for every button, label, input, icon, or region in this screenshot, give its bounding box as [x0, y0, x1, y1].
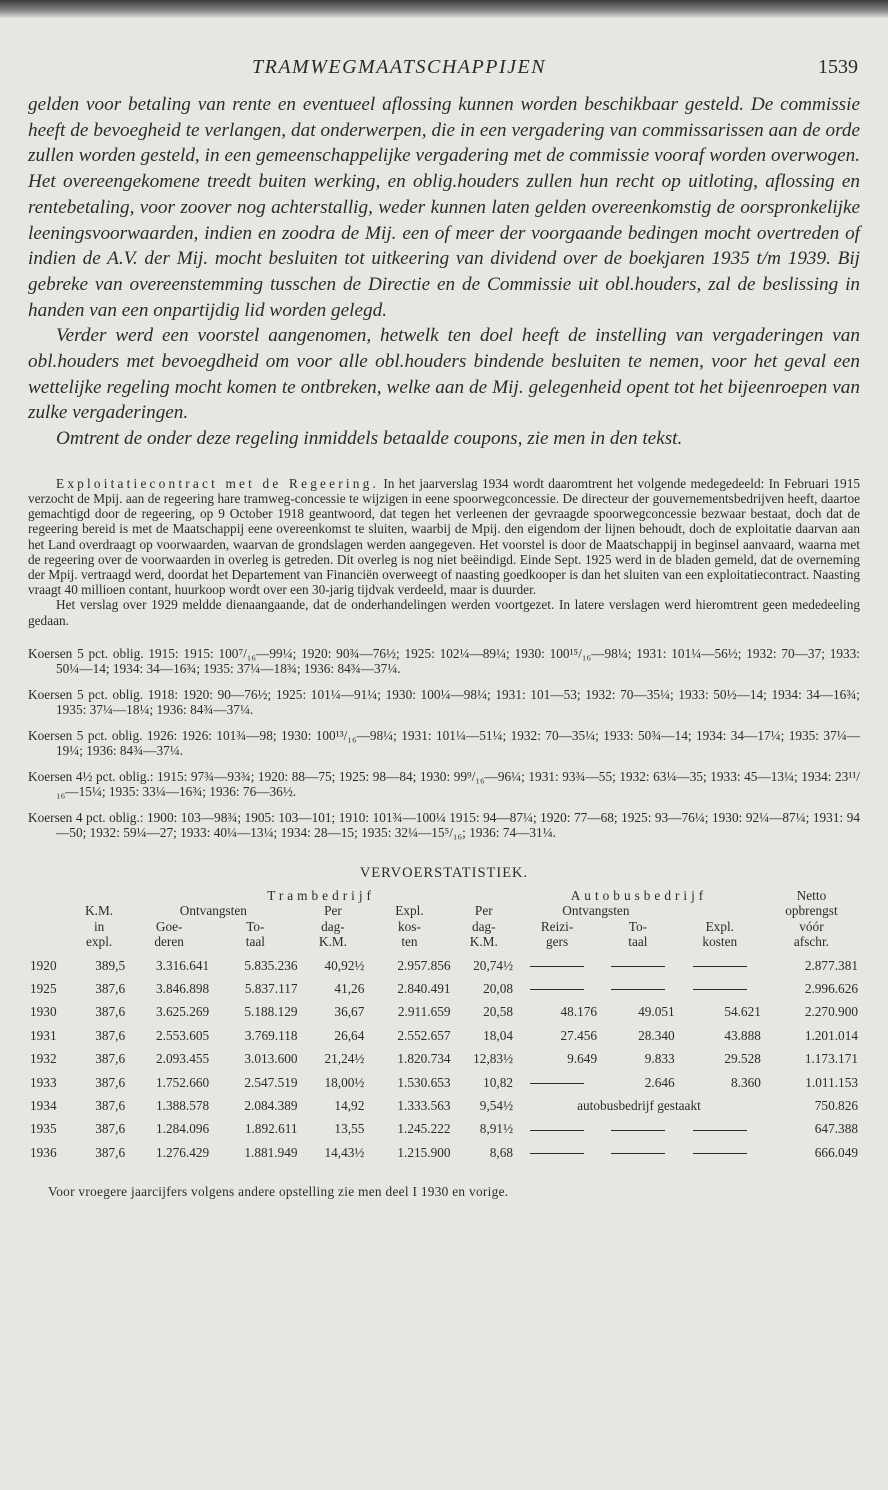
- header-goederen: Goe-: [155, 918, 183, 934]
- netto-cell: 1.011.153: [805, 1074, 858, 1090]
- expl-kosten-cell: 2.840.491: [397, 980, 451, 996]
- totaal-auto-cell: 9.833: [644, 1051, 675, 1067]
- expl-auto-cell: 8.360: [730, 1074, 761, 1090]
- year-cell: 1933: [30, 1074, 57, 1090]
- header-per: Per: [324, 903, 342, 919]
- header-per-auto: Per: [474, 903, 493, 919]
- per-dag-cell: 13,55: [334, 1121, 365, 1137]
- totaal-cell: 3.769.118: [244, 1027, 298, 1043]
- italic-paragraph: gelden voor betaling van rente en eventueel aflossing kunnen worden beschikbaar gesteld. De commissie heeft de bevoegheid te verlangen, dat onderwerpen, die in een vergadering van commissarissen aan de orde zullen worden gesteld, in een gemeenschappelijke vergadering met de commissie vooraf worden overwogen. Het overeengekomene treedt buiten werking, en oblig.houders zullen hun recht op uitloting, aflossing en rentebetaling, voor zoover nog achterstallig, weder kunnen laten gelden overeenkomstig de oorspronkelijke leeningsvoorwaarden, indien en zoodra de Mij. een of meer der voorgaande bedingen mocht overtreden of indien de A.V. der Mij. mocht besluiten tot uitkeering van dividend over de boekjaren 1935 t/m 1939. Bij gebreke van overeenstemming tusschen de Directie en de Commissie uit obl.houders, zal de beslissing in handen van een onpartijdig lid worden gelegd.: [28, 94, 860, 321]
- italic-section: [28, 92, 860, 452]
- header-km: expl.: [86, 934, 113, 950]
- reizigers-cell: 27.456: [560, 1027, 598, 1043]
- header-per: K.M.: [318, 934, 347, 950]
- per-dag-cell: 21,24½: [324, 1051, 365, 1067]
- year-cell: 1934: [30, 1097, 57, 1113]
- year-cell: 1930: [30, 1004, 57, 1020]
- totaal-cell: 5.837.117: [244, 980, 298, 996]
- header-totaal: To-: [246, 918, 265, 934]
- netto-cell: 2.877.381: [804, 957, 858, 973]
- koersen-entry: Koersen 4 pct. oblig.: 1900: 103—98¾; 1905: 103—101; 1910: 101¾—100¼ 1915: 94—87¼; 1920: 77—68; 1925: 93—76¼; 1930: 92¼—87¼; 1931: 94—50; 1932: 59¼—27; 1933: 40¼—13¼; 1934: 28—15; 1935: 32¼—15⁵/₁₆; 1936: 74—31¼.: [28, 809, 860, 841]
- header-expl: ten: [401, 934, 418, 950]
- expl-kosten-cell: 2.911.659: [397, 1004, 451, 1020]
- goederen-cell: 3.316.641: [155, 957, 210, 973]
- reizigers-cell: [515, 1071, 599, 1094]
- reizigers-cell: [515, 977, 599, 1000]
- auto-note-cell: autobusbedrijf gestaakt: [577, 1097, 701, 1113]
- year-cell: 1935: [30, 1121, 57, 1137]
- statistics-title: VERVOERSTATISTIEK.: [359, 864, 529, 881]
- page-top-edge: [0, 0, 888, 18]
- totaal-auto-cell: 49.051: [638, 1004, 675, 1020]
- koersen-entry: Koersen 5 pct. oblig. 1915: 1915: 100⁷/₁₆—99¼; 1920: 90¾—76½; 1925: 102¼—89¼; 1930: 100¹⁵/₁₆—98¼; 1931: 101¼—56½; 1932: 70—37; 1933: 50¼—14; 1934: 34—16¾; 1935: 37¼—18¾; 1936: 84¾—37¼.: [28, 645, 860, 677]
- expl-kosten-cell: 2.957.856: [397, 957, 451, 973]
- exploitatie-paragraph: [28, 476, 860, 598]
- netto-cell: 647.388: [814, 1121, 858, 1137]
- koersen-entry: Koersen 5 pct. oblig. 1926: 1926: 101¾—98; 1930: 100¹³/₁₆—98¼; 1931: 101¼—51¼; 1932: 70—35¼; 1933: 50¾—14; 1934: 34—17¼; 1935: 37¼—19¼; 1936: 84¾—37¼.: [28, 727, 860, 759]
- totaal-cell: 2.547.519: [244, 1074, 298, 1090]
- expl-kosten-cell: 1.215.900: [397, 1144, 451, 1160]
- header-reizigers: gers: [545, 934, 569, 950]
- per-dag-cell: 36,67: [334, 1004, 365, 1020]
- reizigers-cell: 9.649: [567, 1051, 598, 1067]
- expl-auto-cell: [677, 977, 763, 1000]
- year-cell: 1931: [30, 1027, 57, 1043]
- expl-auto-cell: [677, 1118, 763, 1141]
- italic-paragraph: Omtrent de onder deze regeling inmiddels betaalde coupons, zie men in den tekst.: [56, 428, 683, 450]
- totaal-cell: 2.084.389: [244, 1097, 298, 1113]
- per-dag-cell: 41,26: [334, 980, 365, 996]
- header-netto: opbrengst: [785, 903, 838, 919]
- page-number: 1539: [818, 56, 858, 78]
- per-dag-auto-cell: 9,54½: [479, 1097, 514, 1113]
- expl-auto-cell: 29.528: [724, 1051, 761, 1067]
- expl-auto-cell: 43.888: [724, 1027, 761, 1043]
- per-dag-auto-cell: 8,68: [489, 1144, 514, 1160]
- header-totaal: taal: [245, 934, 265, 950]
- table-row: [28, 1071, 860, 1094]
- km-cell: 387,6: [95, 980, 126, 996]
- exploitatie-text: In het jaarverslag 1934 wordt daaromtrent het volgende medegedeeld: In Februari 1915 verzocht de Mpij. aan de regeering hare tramweg-concessie te wijzigen in eene spoorwegconcessie. De directeur der gouvernementsbedrijven heeft, daartoe gemachtigd door de regeering, op 9 October 1918 geantwoord, dat tegen het verleenen der gevraagde spoorwegconcessie bezwaar bestaat, doch dat de regeering bereid is met de Maatschappij eene overeenkomst te sluiten, waarbij de Mpij. den eigendom der lijnen behoudt, doch de exploitatie daarvan aan het Land overdraagt op voorwaarden, waarvan de grondslagen werden aangegeven. Het voorstel is door de Maatschappij in beginsel aanvaard, waarna met de regeering over de voorwaarden in overleg is getreden. Dit overleg is nog niet beëindigd. Einde Sept. 1925 werd in de bladen gemeld, dat de overneming der Mpij. vertraagd werd, doordat het Departement van Financiën overweegt of naasting goedkooper is dan het sluiten van een exploitatiecontract. Naasting vraagt 40 millioen contant, huurkoop wordt over een 30-jarig tijdvak verdeeld, maar is duurder.: [28, 475, 861, 598]
- per-dag-cell: 40,92½: [324, 957, 365, 973]
- expl-auto-cell: 54.621: [724, 1004, 761, 1020]
- header-expl: Expl.: [395, 903, 424, 919]
- year-cell: 1932: [30, 1051, 57, 1067]
- expl-kosten-cell: 1.820.734: [397, 1051, 451, 1067]
- per-dag-auto-cell: 10,82: [483, 1074, 514, 1090]
- reizigers-cell: [515, 950, 599, 977]
- exploitatie-paragraph-2: Het verslag over 1929 meldde dienaangaande, dat de onderhandelingen werden voortgezet. In latere verslagen werd hieromtrent geen mededeeling gedaan.: [28, 597, 860, 628]
- totaal-auto-cell: [599, 1141, 677, 1164]
- netto-cell: 2.270.900: [804, 1004, 858, 1020]
- goederen-cell: 2.093.455: [155, 1051, 210, 1067]
- km-cell: 387,6: [95, 1051, 126, 1067]
- netto-cell: 750.826: [814, 1097, 858, 1113]
- reizigers-cell: [515, 1141, 599, 1164]
- netto-cell: 666.049: [814, 1144, 858, 1160]
- per-dag-auto-cell: 8,91½: [479, 1121, 514, 1137]
- header-expl-auto: Expl.: [705, 918, 735, 934]
- per-dag-cell: 14,43½: [324, 1144, 365, 1160]
- footnote: Voor vroegere jaarcijfers volgens andere opstelling zie men deel I 1930 en vorige.: [48, 1184, 509, 1200]
- header-ontvangsten-auto: Ontvangsten: [562, 903, 630, 919]
- koersen-section: [28, 646, 860, 841]
- reizigers-cell: 48.176: [560, 1004, 598, 1020]
- km-cell: 387,6: [95, 1004, 126, 1020]
- totaal-auto-cell: [599, 1118, 677, 1141]
- page-header: [28, 56, 860, 88]
- totaal-cell: 5.835.236: [244, 957, 298, 973]
- section-heading: Exploitatiecontract met de Regeering.: [56, 475, 380, 491]
- table-row: [28, 1024, 860, 1047]
- totaal-cell: 3.013.600: [244, 1051, 298, 1067]
- table-row: [28, 1118, 860, 1141]
- goederen-cell: 1.388.578: [155, 1097, 210, 1113]
- per-dag-cell: 18,00½: [324, 1074, 365, 1090]
- per-dag-auto-cell: 20,08: [483, 980, 514, 996]
- table-row: [28, 1094, 860, 1117]
- goederen-cell: 3.846.898: [155, 980, 210, 996]
- exploitatie-section: [28, 476, 860, 628]
- km-cell: 387,6: [95, 1121, 126, 1137]
- header-totaal-auto: To-: [628, 918, 648, 934]
- totaal-cell: 5.188.129: [244, 1004, 298, 1020]
- header-per-auto: K.M.: [469, 934, 498, 950]
- year-cell: 1920: [30, 957, 57, 973]
- year-cell: 1936: [30, 1144, 57, 1160]
- running-title: TRAMWEGMAATSCHAPPIJEN: [252, 56, 547, 78]
- auto-group-header: Autobusbedrijf: [570, 887, 708, 903]
- goederen-cell: 1.284.096: [155, 1121, 210, 1137]
- year-cell: 1925: [30, 980, 57, 996]
- totaal-cell: 1.892.611: [244, 1121, 298, 1137]
- totaal-auto-cell: [599, 950, 677, 977]
- tram-group-header: Trambedrijf: [267, 887, 375, 903]
- statistics-body: [28, 950, 860, 1165]
- table-row: [28, 977, 860, 1000]
- km-cell: 387,6: [95, 1144, 126, 1160]
- expl-auto-cell: [677, 950, 763, 977]
- netto-cell: 1.173.171: [804, 1051, 858, 1067]
- per-dag-auto-cell: 20,74½: [473, 957, 514, 973]
- km-cell: 387,6: [95, 1074, 126, 1090]
- totaal-cell: 1.881.949: [244, 1144, 298, 1160]
- netto-cell: 2.996.626: [804, 980, 858, 996]
- totaal-auto-cell: [599, 977, 677, 1000]
- header-per: dag-: [321, 918, 345, 934]
- koersen-entry: Koersen 5 pct. oblig. 1918: 1920: 90—76½; 1925: 101¼—91¼; 1930: 100¼—98¼; 1931: 101—53; 1932: 70—35¼; 1933: 50½—14; 1934: 34—16¾; 1935: 37¼—18¼; 1936: 84¾—37¼.: [28, 686, 860, 718]
- header-netto: afschr.: [793, 934, 829, 950]
- header-per-auto: dag-: [471, 918, 496, 934]
- expl-kosten-cell: 1.333.563: [397, 1097, 451, 1113]
- goederen-cell: 1.276.429: [155, 1144, 210, 1160]
- header-ontvangsten: Ontvangsten: [179, 903, 247, 919]
- per-dag-cell: 26,64: [334, 1027, 365, 1043]
- header-goederen: deren: [154, 934, 184, 950]
- header-expl-auto: kosten: [702, 934, 738, 950]
- per-dag-auto-cell: 12,83½: [473, 1051, 514, 1067]
- table-row: [28, 1141, 860, 1164]
- km-cell: 387,6: [95, 1097, 126, 1113]
- totaal-auto-cell: 2.646: [644, 1074, 675, 1090]
- document-page: [28, 56, 860, 1200]
- koersen-entry: Koersen 4½ pct. oblig.: 1915: 97¾—93¾; 1920: 88—75; 1925: 98—84; 1930: 99⁹/₁₆—96¼; 1931: 93¾—55; 1932: 63¼—35; 1933: 45—13¼; 1934: 23¹¹/₁₆—15¼; 1935: 33¼—16¾; 1936: 76—36½.: [28, 768, 860, 800]
- header-expl: kos-: [397, 918, 421, 934]
- goederen-cell: 1.752.660: [155, 1074, 210, 1090]
- statistics-table: [28, 888, 860, 1165]
- expl-kosten-cell: 1.530.653: [397, 1074, 451, 1090]
- per-dag-auto-cell: 20,58: [483, 1004, 514, 1020]
- km-cell: 389,5: [95, 957, 126, 973]
- table-row: [28, 950, 860, 977]
- table-row: [28, 1001, 860, 1024]
- expl-kosten-cell: 1.245.222: [397, 1121, 451, 1137]
- header-netto: vóór: [799, 918, 824, 934]
- per-dag-auto-cell: 18,04: [483, 1027, 514, 1043]
- km-cell: 387,6: [95, 1027, 126, 1043]
- goederen-cell: 3.625.269: [155, 1004, 210, 1020]
- totaal-auto-cell: 28.340: [638, 1027, 675, 1043]
- header-km: K.M.: [85, 903, 114, 919]
- reizigers-cell: [515, 1118, 599, 1141]
- per-dag-cell: 14,92: [334, 1097, 365, 1113]
- header-netto: Netto: [796, 887, 827, 903]
- header-reizigers: Reizi-: [540, 918, 574, 934]
- table-row: [28, 1047, 860, 1070]
- header-totaal-auto: taal: [628, 934, 648, 950]
- header-km: in: [93, 918, 105, 934]
- netto-cell: 1.201.014: [804, 1027, 858, 1043]
- italic-paragraph: Verder werd een voorstel aangenomen, hetwelk ten doel heeft de instelling van vergaderingen van obl.houders met bevoegdheid om voor alle obl.houders bindende besluiten te nemen, voor het geval een wettelijke regeling mocht komen te ontbreken, welke aan de Mij. gelegenheid opent tot het bijeenroepen van zulke vergaderingen.: [28, 325, 860, 424]
- expl-auto-cell: [677, 1141, 763, 1164]
- statistics-header: [28, 888, 860, 950]
- expl-kosten-cell: 2.552.657: [397, 1027, 451, 1043]
- goederen-cell: 2.553.605: [155, 1027, 210, 1043]
